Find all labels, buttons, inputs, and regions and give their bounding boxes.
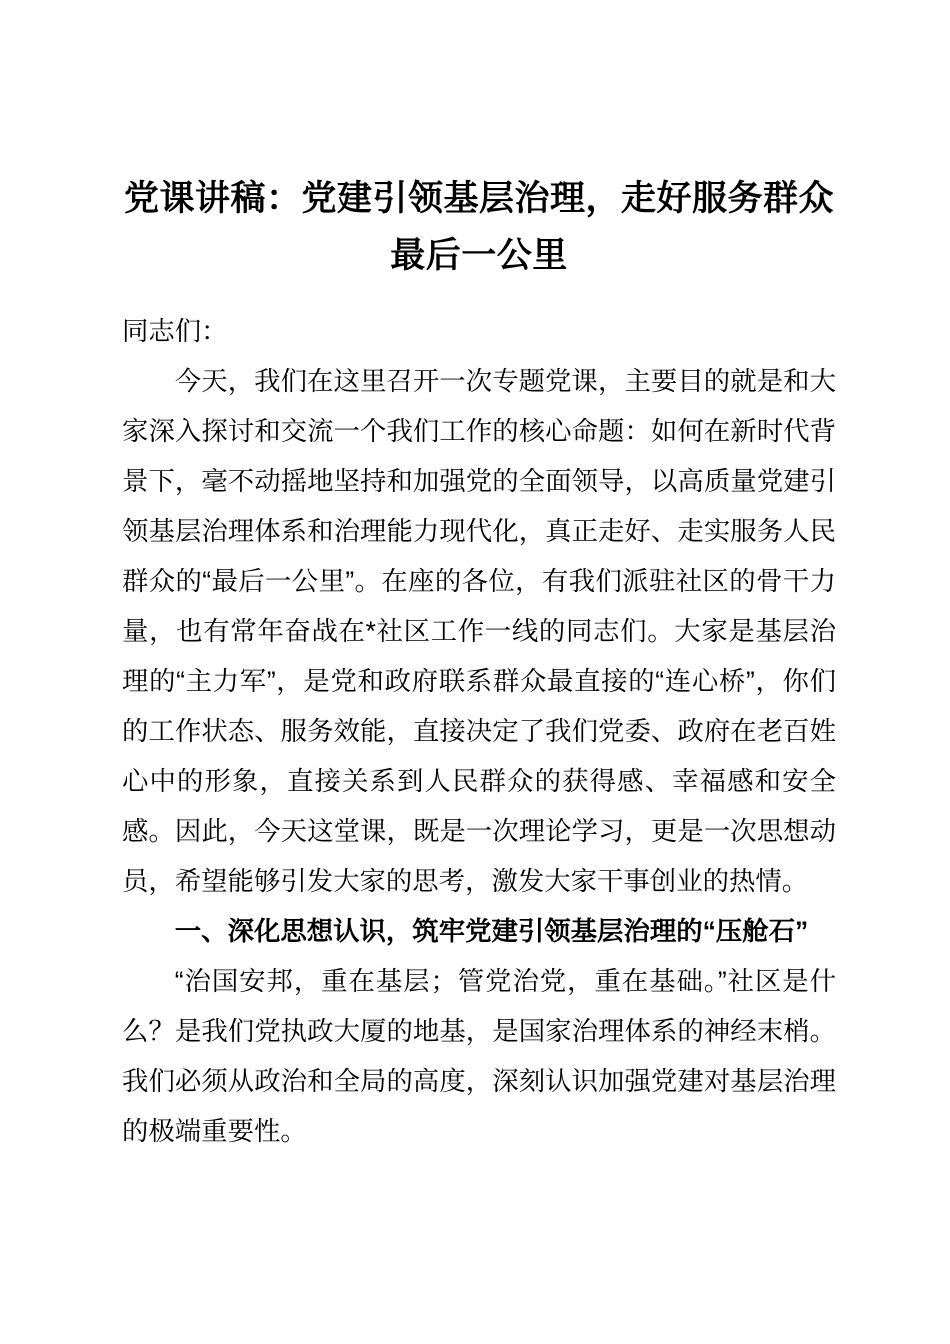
section-heading-1: 一、深化思想认识，筑牢党建引领基层治理的“压舱石” [174, 916, 809, 946]
section-paragraph: “治国安邦，重在基层；管党治党，重在基础。”社区是什么？是我们党执政大厦的地基，是国家治理体系的神经末梢。我们必须从政治和全局的高度，深刻认识加强党建对基层治理的极端重要性。 [122, 966, 836, 1146]
document-title: 党课讲稿：党建引领基层治理，走好服务群众最后一公里 [123, 179, 834, 275]
salutation-line: 同志们： [122, 316, 228, 346]
intro-paragraph: 今天，我们在这里召开一次专题党课，主要目的就是和大家深入探讨和交流一个我们工作的核心命题：如何在新时代背景下，毫不动摇地坚持和加强党的全面领导，以高质量党建引领基层治理体系和治理能力现代化，真正走好、走实服务人民群众的“最后一公里”。在座的各位，有我们派驻社区的骨干力量，也有常年奋战在*社区工作一线的同志们。大家是基层治理的“主力军”，是党和政府联系群众最直接的“连心桥”，你们的工作状态、服务效能，直接决定了我们党委、政府在老百姓心中的形象，直接关系到人民群众的获得感、幸福感和安全感。因此，今天这堂课，既是一次理论学习，更是一次思想动员，希望能够引发大家的思考，激发大家干事创业的热情。 [122, 366, 836, 896]
